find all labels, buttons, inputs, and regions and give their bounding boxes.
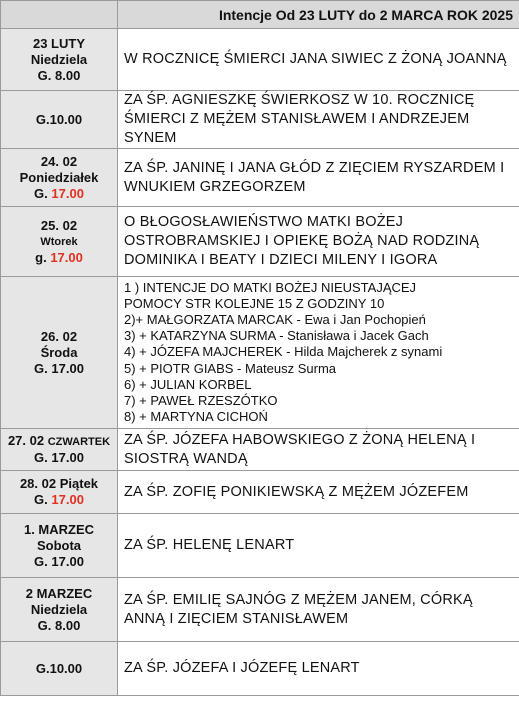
time-value: 17.00	[51, 492, 84, 507]
date-label: 25. 02	[40, 217, 78, 233]
page-title: Intencje Od 23 LUTY do 2 MARCA ROK 2025	[118, 1, 519, 29]
list-item: 8) + MARTYNA CICHOŃ	[124, 409, 268, 425]
table-row	[1, 429, 519, 471]
time-label	[1, 554, 117, 570]
date-cell	[1, 514, 118, 578]
date-cell	[1, 578, 118, 642]
table-row	[1, 207, 519, 277]
date-cell	[1, 642, 118, 696]
time-label	[1, 492, 117, 508]
date-label	[1, 476, 117, 492]
day-label: Wtorek	[40, 235, 78, 248]
time-label	[1, 186, 117, 202]
time-value: 17.00	[50, 249, 83, 265]
table-row	[1, 514, 519, 578]
date-cell	[1, 207, 118, 277]
time-prefix: G.	[37, 617, 56, 633]
time-prefix: G.	[35, 660, 50, 676]
intention-text: O BŁOGOSŁAWIEŃSTWO MATKI BOŻEJ OSTROBRAMSKIEJ I OPIEKĘ BOŻĄ NAD RODZINĄ DOMINIKA I BEATY I DZIECI MILENY I IGORA	[118, 207, 519, 277]
date-cell	[1, 429, 118, 471]
header-row	[1, 1, 519, 29]
table-row	[1, 471, 519, 514]
intention-text: ZA ŚP. JÓZEFA HABOWSKIEGO Z ŻONĄ HELENĄ I SIOSTRĄ WANDĄ	[118, 429, 519, 471]
time-prefix: G.	[37, 67, 56, 83]
time-prefix: G.	[34, 360, 52, 376]
day-label: Poniedziałek	[19, 169, 99, 185]
date-value: 28. 02	[19, 476, 57, 491]
time-value: 10.00	[49, 111, 83, 127]
date-label: 23 LUTY	[32, 35, 85, 51]
time-value: 8.00	[55, 617, 81, 633]
list-item: 3) + KATARZYNA SURMA - Stanisława i Jacek Gach	[124, 328, 429, 344]
time-prefix: G.	[34, 185, 52, 201]
intention-text: ZA ŚP. JÓZEFA I JÓZEFĘ LENART	[118, 642, 519, 696]
date-value: 27. 02	[7, 433, 45, 448]
intention-text: ZA ŚP. HELENĘ LENART	[118, 514, 519, 578]
date-cell	[1, 29, 118, 91]
day-label: Niedziela	[30, 601, 88, 617]
list-item: 4) + JÓZEFA MAJCHEREK - Hilda Majcherek z synami	[124, 344, 443, 360]
table-row	[1, 91, 519, 149]
date-cell	[1, 277, 118, 429]
intention-text: W ROCZNICĘ ŚMIERCI JANA SIWIEC Z ŻONĄ JOANNĄ	[118, 29, 519, 91]
time-value: 17.00	[51, 450, 84, 465]
date-cell	[1, 91, 118, 149]
intention-text: ZA ŚP. EMILIĘ SAJNÓG Z MĘŻEM JANEM, CÓRKĄ ANNĄ I ZIĘCIEM STANISŁAWEM	[118, 578, 519, 642]
time-label	[1, 450, 117, 466]
intention-text: ZA ŚP. JANINĘ I JANA GŁÓD Z ZIĘCIEM RYSZARDEM I WNUKIEM GRZEGORZEM	[118, 149, 519, 207]
time-value: 10.00	[49, 660, 83, 676]
day-label: CZWARTEK	[47, 436, 111, 448]
time-prefix: G.	[34, 450, 52, 465]
time-prefix: g.	[35, 249, 51, 265]
time-prefix: G.	[34, 553, 52, 569]
time-label	[1, 250, 117, 266]
time-prefix: G.	[35, 111, 50, 127]
time-label	[1, 361, 117, 377]
intention-list	[118, 277, 519, 429]
table-row	[1, 149, 519, 207]
time-label	[1, 112, 117, 128]
time-value: 8.00	[55, 67, 81, 83]
list-item: 2)+ MAŁGORZATA MARCAK - Ewa i Jan Pochopień	[124, 311, 426, 327]
date-label	[1, 433, 117, 450]
time-label	[1, 618, 117, 634]
time-prefix: G.	[34, 492, 52, 507]
intention-text: ZA ŚP. ZOFIĘ PONIKIEWSKĄ Z MĘŻEM JÓZEFEM	[118, 471, 519, 514]
list-item: 1 ) INTENCJE DO MATKI BOŻEJ NIEUSTAJĄCEJ	[124, 279, 417, 295]
day-label: Piątek	[59, 476, 99, 491]
time-label	[1, 68, 117, 84]
list-item: 5) + PIOTR GIABS - Mateusz Surma	[124, 360, 337, 376]
date-label: 24. 02	[40, 153, 78, 169]
intention-text: ZA ŚP. AGNIESZKĘ ŚWIERKOSZ W 10. ROCZNICĘ ŚMIERCI Z MĘŻEM STANISŁAWEM I ANDRZEJEM SYNEM	[118, 91, 519, 149]
date-label: 1. MARZEC	[23, 521, 95, 537]
header-corner	[1, 1, 118, 29]
date-label: 2 MARZEC	[25, 585, 93, 601]
date-cell	[1, 149, 118, 207]
time-label	[1, 661, 117, 677]
table-row	[1, 642, 519, 696]
table-row	[1, 29, 519, 91]
day-label: Środa	[40, 344, 78, 360]
day-label: Sobota	[36, 537, 82, 553]
time-value: 17.00	[51, 553, 84, 569]
table-row	[1, 277, 519, 429]
date-label: 26. 02	[40, 328, 78, 344]
list-item: 6) + JULIAN KORBEL	[124, 376, 252, 392]
time-value: 17.00	[51, 360, 84, 376]
day-label: Niedziela	[30, 51, 88, 67]
time-value: 17.00	[51, 185, 84, 201]
list-item: POMOCY STR KOLEJNE 15 Z GODZINY 10	[124, 295, 385, 311]
table-row	[1, 578, 519, 642]
date-cell	[1, 471, 118, 514]
list-item: 7) + PAWEŁ RZESZÓTKO	[124, 393, 278, 408]
